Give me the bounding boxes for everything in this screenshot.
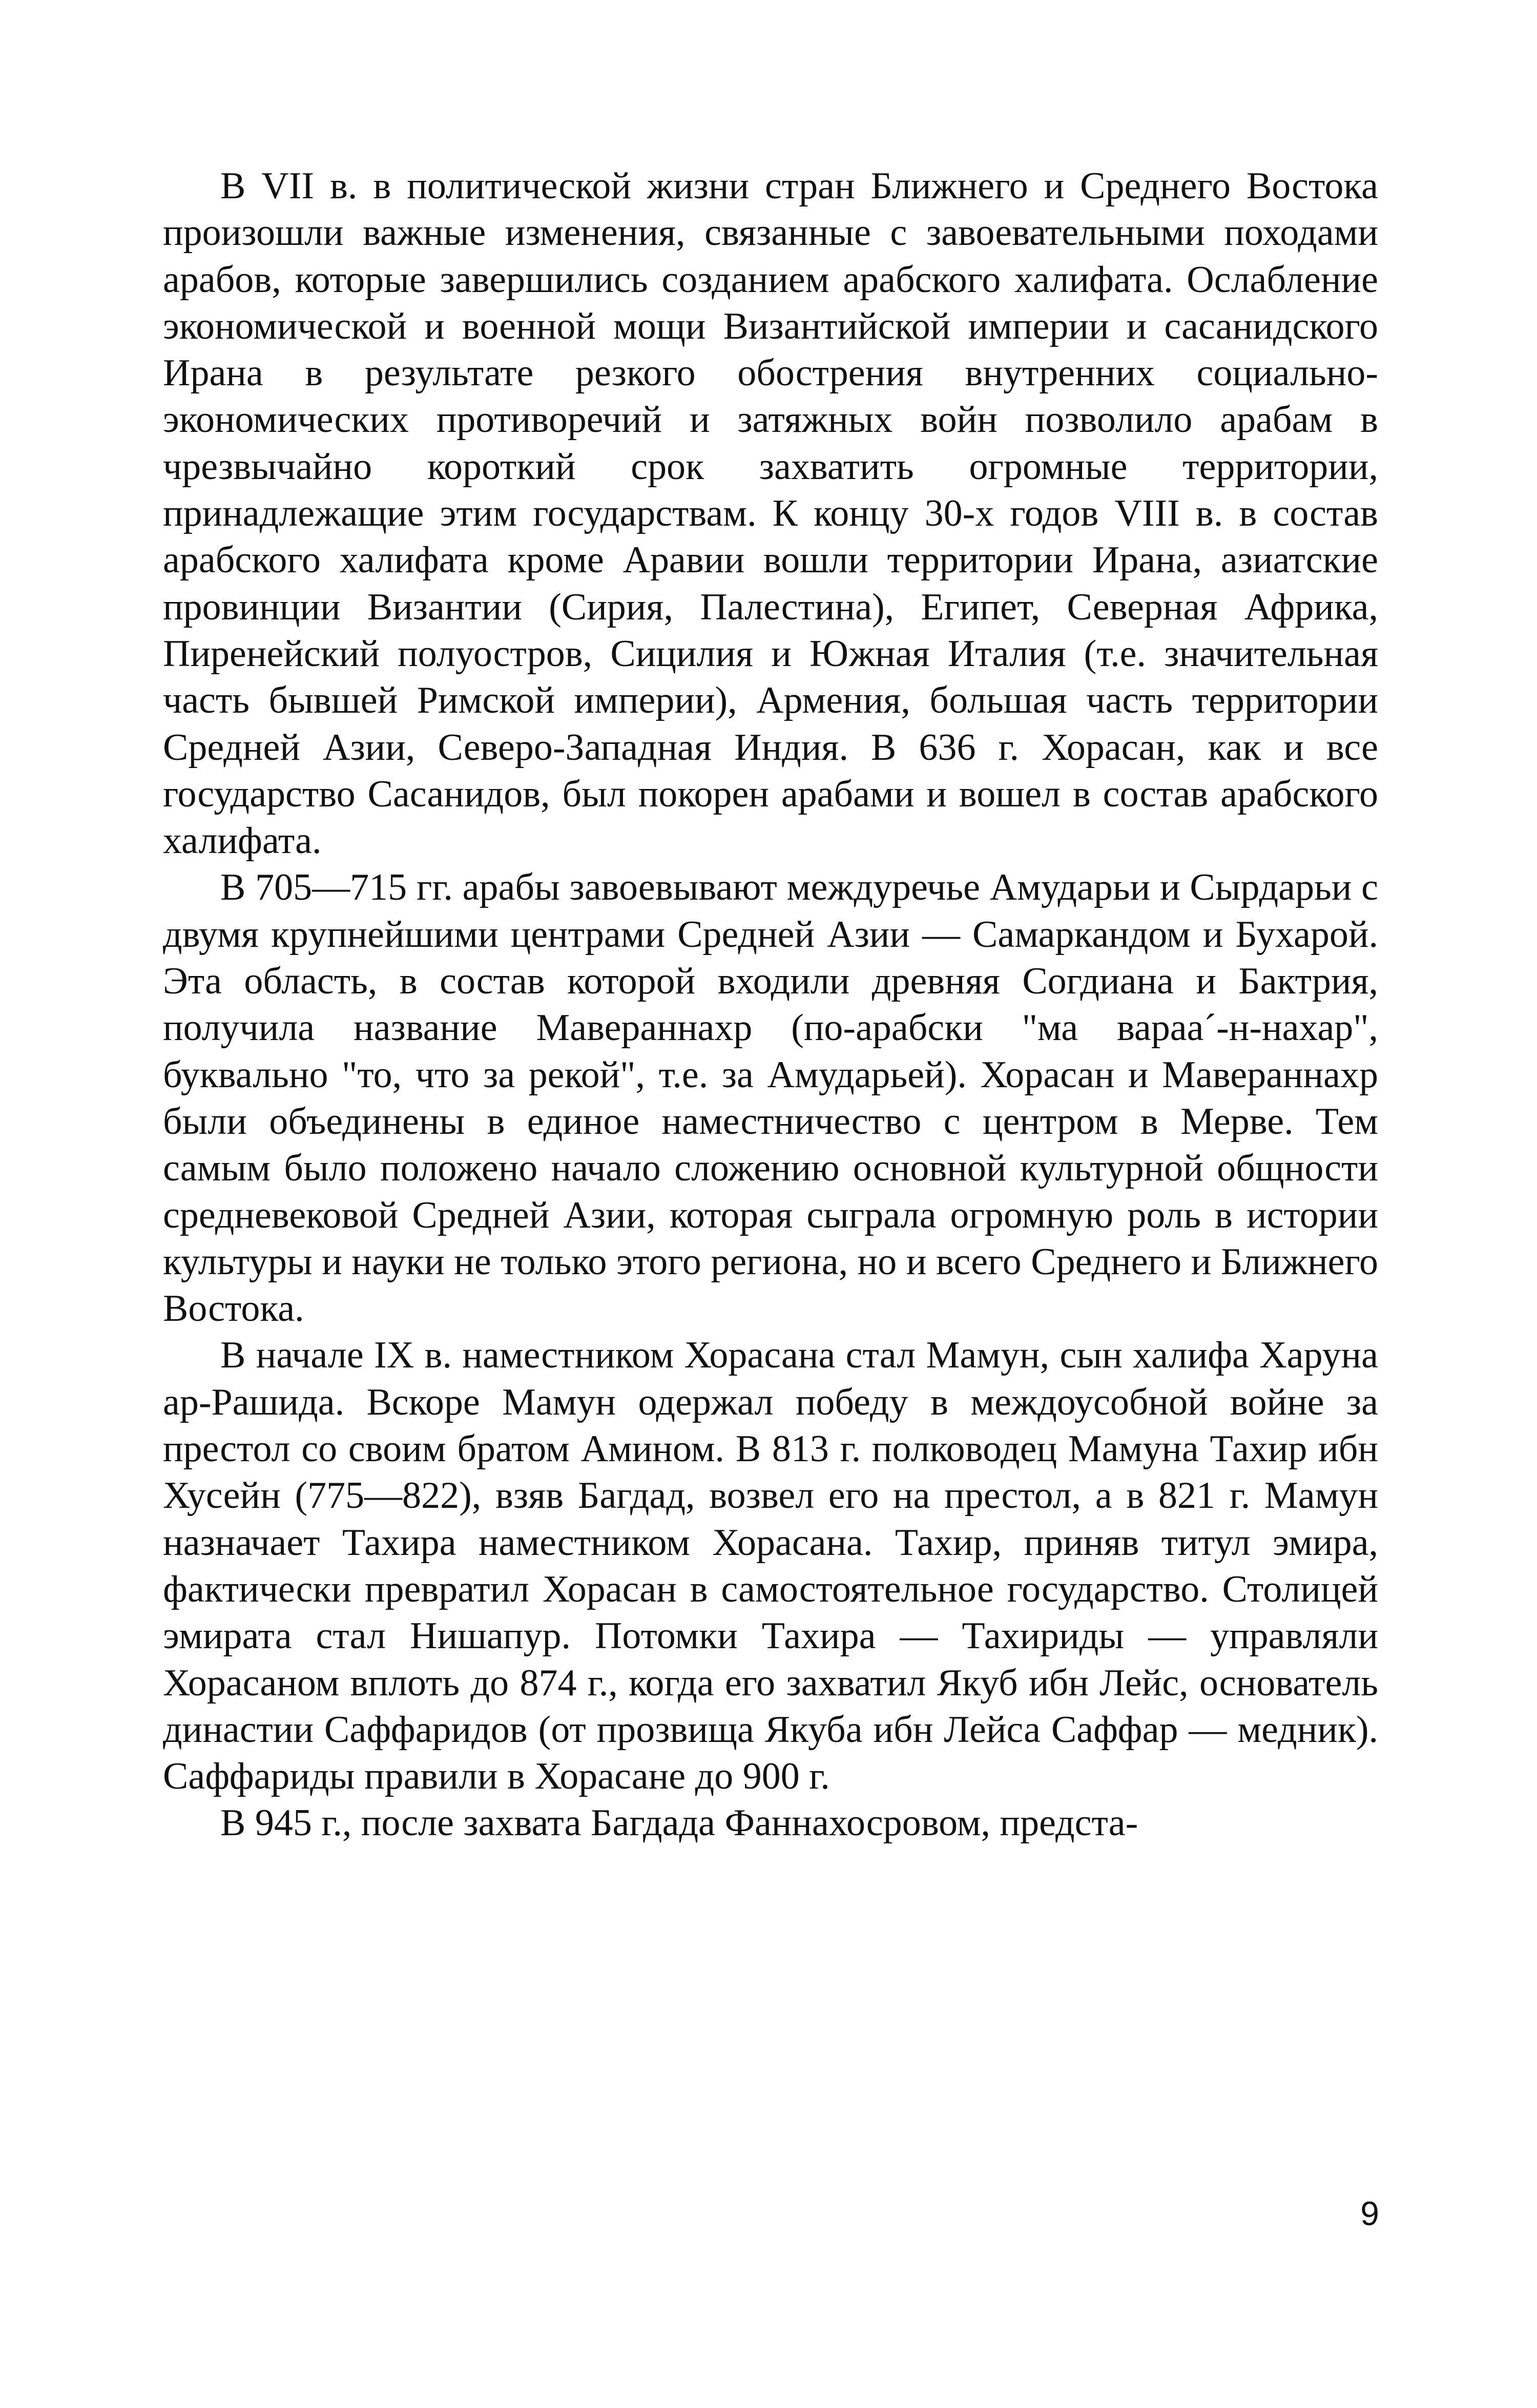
paragraph-tahirids: В начале IX в. наместником Хорасана стал Мамун, сын халифа Харуна ар-Рашида. Вскоре Мамун одержал победу в междоусобной войне за престол со своим братом Амином. В 813 г. полководец Мамуна Тахир ибн Хусейн (775—822), взяв Багдад, возвел его на престол, а в 821 г. Мамун назначает Тахира наместником Хорасана. Тахир, приняв титул эмира, фактически превратил Хорасан в самостоятельное государство. Столицей эмирата стал Нишапур. Потомки Тахира — Тахириды — управляли Хорасаном вплоть до 874 г., когда его захватил Якуб ибн Лейс, основатель династии Саффаридов (от прозвища Якуба ибн Лейса Саффар — медник). Саффариды правили в Хорасане до 900 г. [163,1334,1378,1798]
paragraph-continuation: В 945 г., после захвата Багдада Фаннахосровом, предста- [220,1802,1138,1844]
body-text [163,163,1378,1847]
paragraph-arab-conquests: В VII в. в политической жизни стран Ближнего и Среднего Востока произошли важные изменения, связанные с завоевательными походами арабов, которые завершились созданием арабского халифата. Ослабление экономической и военной мощи Византийской империи и сасанидского Ирана в результате резкого обострения внутренних социально-экономических противоречий и затяжных войн позволило арабам в чрезвычайно короткий срок захватить огромные территории, принадлежащие этим государствам. К концу 30-х годов VIII в. в состав арабского халифата кроме Аравии вошли территории Ирана, азиатские провинции Византии (Сирия, Палестина), Египет, Северная Африка, Пиренейский полуостров, Сицилия и Южная Италия (т.е. значительная часть бывшей Римской империи), Армения, большая часть территории Средней Азии, Северо-Западная Индия. В 636 г. Хорасан, как и все государство Сасанидов, был покорен арабами и вошел в состав арабского халифата. [163,165,1378,862]
paragraph-mawarannahr: В 705—715 гг. арабы завоевывают междуречье Амударьи и Сырдарьи с двумя крупнейшими центрами Средней Азии — Самаркандом и Бухарой. Эта область, в состав которой входили древняя Согдиана и Бактрия, получила название Мавераннахр (по-арабски "ма вараа´-н-нахар", буквально "то, что за рекой", т.е. за Амударьей). Хорасан и Мавераннахр были объединены в единое наместничество с центром в Мерве. Тем самым было положено начало сложению основной культурной общности средневековой Средней Азии, которая сыграла огромную роль в истории культуры и науки не только этого региона, но и всего Среднего и Ближнего Востока. [163,866,1378,1330]
page-number: 9 [1360,2194,1379,2232]
